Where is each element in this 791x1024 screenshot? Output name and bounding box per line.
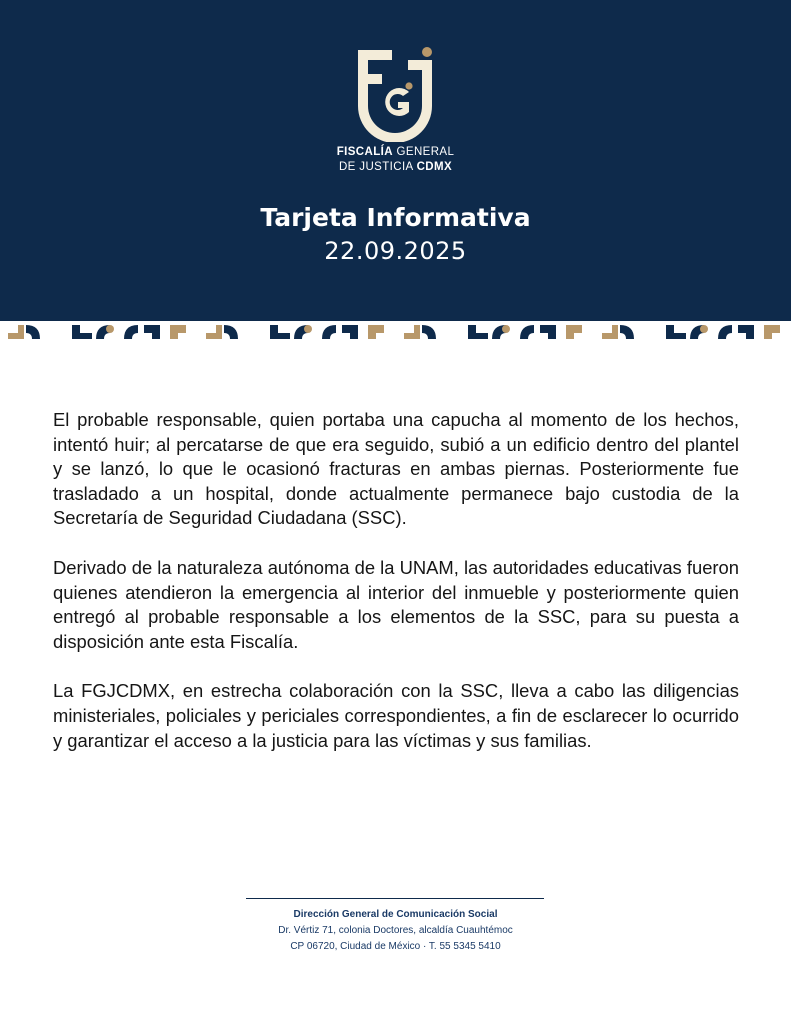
org-name-line-1: FISCALÍA GENERAL (336, 146, 455, 158)
header-banner (0, 0, 791, 321)
body-text (53, 408, 739, 778)
document-title: Tarjeta Informativa (260, 203, 531, 232)
paragraph-1: El probable responsable, quien portaba una capucha al momento de los hechos, intentó huir; al percatarse de que era seguido, subió a un edificio dentro del plantel y se lanzó, lo que le ocasionó fracturas en ambas piernas. Posteriormente fue trasladado a un hospital, donde actualmente permanece bajo custodia de la Secretaría de Seguridad Ciudadana (SSC). (53, 409, 739, 529)
org-name-line-2: DE JUSTICIA CDMX (338, 161, 453, 173)
fgj-logo (352, 46, 438, 142)
decorative-pattern-strip (0, 321, 791, 349)
document-date: 22.09.2025 (324, 237, 467, 265)
footer-address-line-1: Dr. Vértiz 71, colonia Doctores, alcaldía Cuauhtémoc (278, 925, 513, 936)
footer-divider (246, 898, 544, 899)
footer-department: Dirección General de Comunicación Social (293, 909, 498, 920)
paragraph-2: Derivado de la naturaleza autónoma de la UNAM, las autoridades educativas fueron quienes atendieron la emergencia al interior del inmueble y posteriormente quien entregó al probable responsable a los elementos de la SSC, para su puesta a disposición ante esta Fiscalía. (53, 556, 739, 652)
paragraph-3: La FGJCDMX, en estrecha colaboración con la SSC, lleva a cabo las diligencias ministeriales, policiales y periciales correspondientes, a fin de esclarecer lo ocurrido y garantizar el acceso a la justicia para las víctimas y sus familias. (53, 680, 739, 751)
footer-address-line-2: CP 06720, Ciudad de México · T. 55 5345 5410 (290, 941, 501, 952)
